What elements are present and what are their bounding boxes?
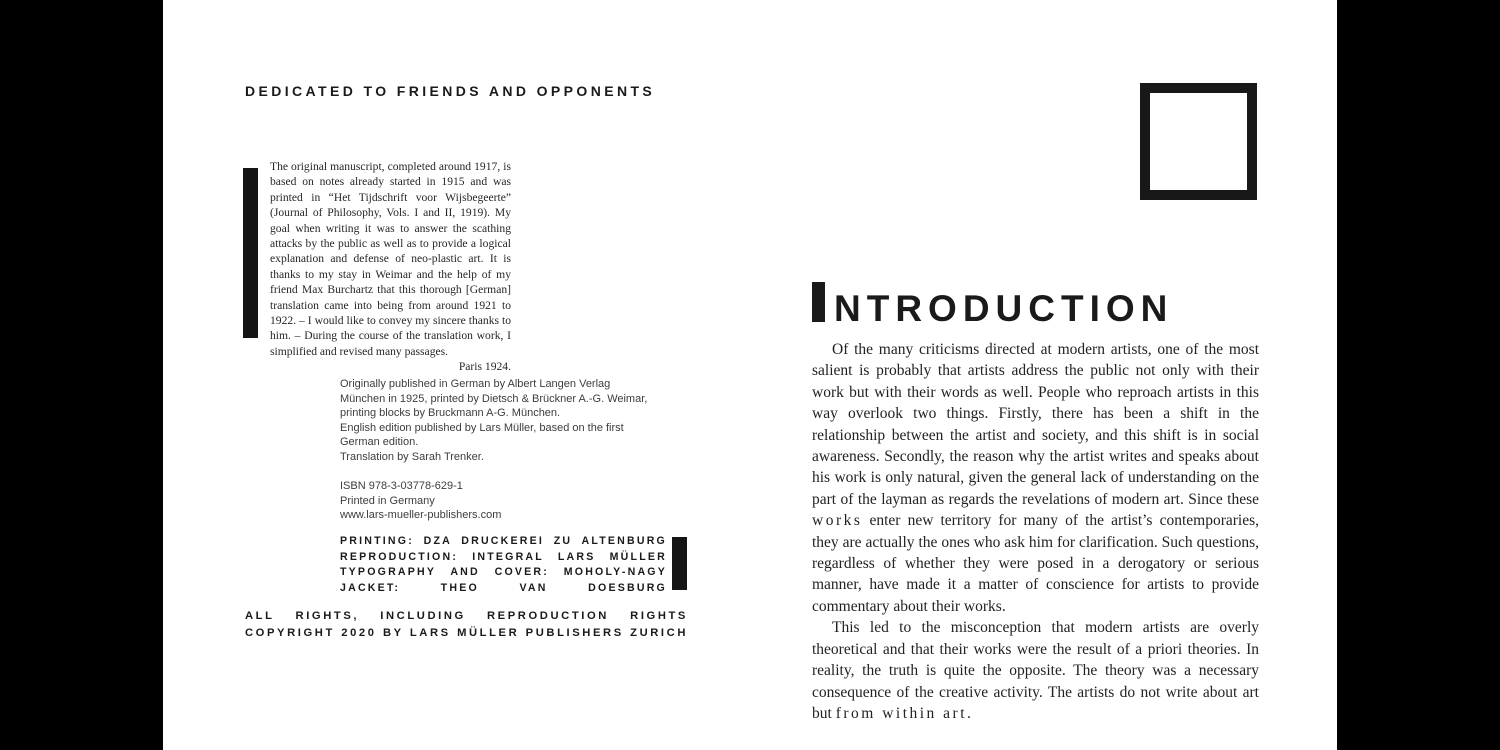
introduction-initial-bar (812, 282, 825, 322)
translator-note-rule (243, 168, 258, 338)
introduction-body (812, 339, 1259, 724)
introduction-paragraph-1: Of the many criticisms directed at modern artists, one of the most salient is probably that artists address the public not only with their work but with their words as well. People who reproach artists in this way overlook two things. Firstly, there has been a shift in the relationship between the artist and society, and this shift is in social awareness. Secondly, the reason why the artist writes and speaks about his work is only natural, given the general lack of understanding on the part of the layman as regards the revelations of modern art. Since these works enter new territory for many of the artist’s contemporaries, they are actually the ones who ask him for clarification. Such questions, regardless of whether they were posed in a derogatory or serious manner, have made it a matter of conscience for artists to provide commentary about their works. (812, 341, 1259, 615)
introduction-heading: NTRODUCTION (834, 288, 1174, 329)
copyright-block: ALL RIGHTS, INCLUDING REPRODUCTION RIGHTS COPYRIGHT 2020 BY LARS MÜLLER PUBLISHERS ZURICH (245, 610, 688, 639)
dedication-heading: DEDICATED TO FRIENDS AND OPPONENTS (245, 83, 656, 99)
translator-note (270, 159, 511, 375)
production-credits-rule (672, 537, 687, 590)
page-spread (163, 0, 1337, 750)
translator-note-text: The original manuscript, completed around 1917, is based on notes already started in 1915 and was printed in “Het Tijdschrift voor Wijsbegeerte” (Journal of Philosophy, Vols. I and II, 1919). My goal when writing it was to answer the scathing attacks by the public as well as to provide a logical explanation and defense of neo-plastic art. It is thanks to my stay in Weimar and the help of my friend Max Burchartz that this thorough [German] translation came into being from around 1921 to 1922. – I would like to convey my sincere thanks to him. – During the course of the translation work, I simplified and revised many passages. (270, 160, 511, 358)
translator-note-signoff: Paris 1924. (458, 360, 511, 374)
introduction-paragraph-2: This led to the misconception that modern artists are overly theoretical and that their works were the result of a priori theories. In reality, the truth is quite the opposite. The theory was a necessary consequence of the creative activity. The artists do not write about art but from within art. (812, 619, 1259, 722)
square-frame-mark (1140, 83, 1257, 200)
imprint-block: Originally published in German by Albert Langen Verlag München in 1925, printed by Dietsch & Brückner A.-G. Weimar, printing blocks by Bruckmann A-G. München. English edition published by Lars Müller, based on the first German edition. Translation by Sarah Trenker. ISBN 978-3-03778-629-1 Printed in Germany www.lars-mueller-publishers.com (340, 378, 648, 522)
production-credits-block: PRINTING: DZA DRUCKEREI ZU ALTENBURG REPRODUCTION: INTEGRAL LARS MÜLLER TYPOGRAPHY AND COVER: MOHOLY-NAGY JACKET: THEO VAN DOESBURG (340, 535, 667, 594)
